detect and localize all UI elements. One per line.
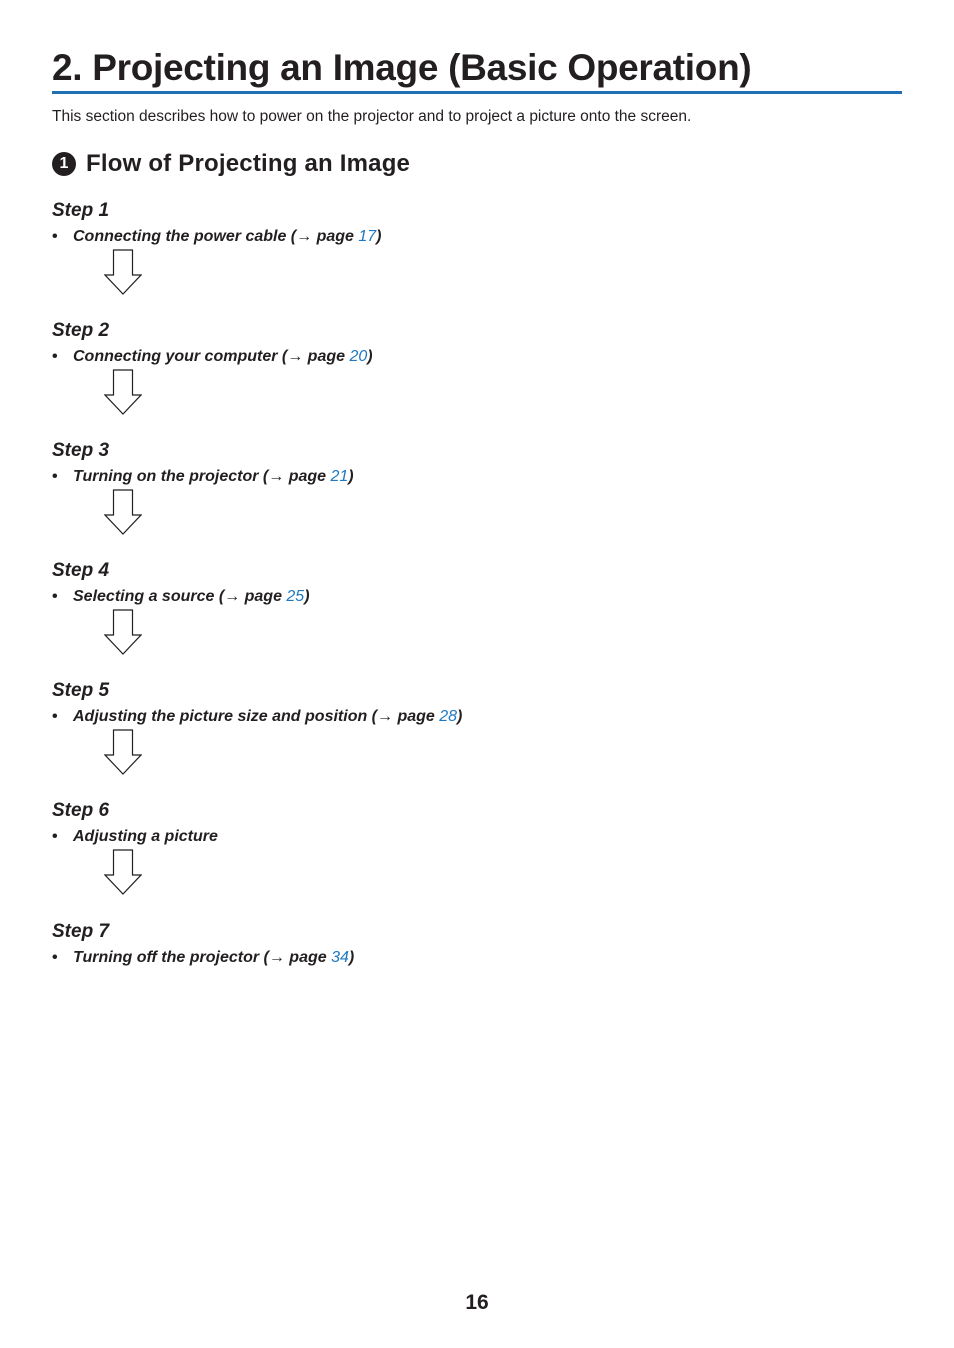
step-label: Step 2 (52, 320, 110, 341)
bullet: • (52, 828, 58, 845)
down-arrow-icon (104, 849, 142, 895)
step-text: Turning on the projector ( (73, 468, 269, 485)
close-paren: ) (348, 949, 355, 966)
step-label: Step 4 (52, 560, 110, 581)
right-arrow-icon: → (296, 228, 313, 245)
page-word: page (240, 588, 287, 605)
step-text: Turning off the projector ( (73, 949, 269, 966)
step-3 (52, 439, 652, 549)
page-word: page (393, 708, 440, 725)
step-text: Connecting the power cable ( (73, 228, 297, 245)
down-arrow-icon (104, 609, 142, 655)
step-7 (52, 920, 652, 980)
right-arrow-icon: → (268, 949, 285, 966)
bullet: • (52, 228, 58, 245)
step-item (52, 707, 462, 727)
down-arrow-icon (104, 249, 142, 295)
step-label: Step 6 (52, 800, 110, 821)
bullet: • (52, 348, 58, 365)
bullet: • (52, 468, 58, 485)
page-title: 2. Projecting an Image (Basic Operation) (52, 47, 752, 88)
close-paren: ) (376, 228, 382, 245)
right-arrow-icon: → (224, 588, 241, 605)
intro-paragraph: This section describes how to power on the projector and to project a picture onto the screen. (52, 108, 692, 125)
close-paren: ) (367, 348, 373, 365)
page-link[interactable]: 25 (286, 588, 305, 605)
step-label: Step 5 (52, 680, 110, 701)
page-word: page (284, 468, 331, 485)
close-paren: ) (304, 588, 310, 605)
page-link[interactable]: 34 (331, 949, 349, 966)
title-rule (52, 91, 902, 94)
page-number: 16 (465, 1291, 489, 1314)
page-link[interactable]: 28 (439, 708, 458, 725)
right-arrow-icon: → (287, 348, 304, 365)
page-link[interactable]: 17 (358, 228, 377, 245)
step-text: Adjusting a picture (73, 828, 218, 845)
section-title: Flow of Projecting an Image (86, 150, 411, 177)
page-word: page (284, 949, 332, 966)
section-number-icon: 1 (52, 152, 76, 176)
step-1 (52, 199, 652, 309)
step-label: Step 7 (52, 921, 110, 942)
step-text: Selecting a source ( (73, 588, 225, 605)
right-arrow-icon: → (377, 708, 394, 725)
down-arrow-icon (104, 369, 142, 415)
step-text: Adjusting the picture size and position ( (73, 708, 378, 725)
close-paren: ) (348, 468, 354, 485)
bullet: • (52, 708, 58, 725)
step-4 (52, 559, 652, 669)
step-2 (52, 319, 652, 429)
step-item (52, 467, 354, 487)
page-word: page (312, 228, 359, 245)
step-label: Step 3 (52, 440, 110, 461)
step-item (52, 587, 310, 607)
step-5 (52, 679, 652, 789)
down-arrow-icon (104, 489, 142, 535)
right-arrow-icon: → (268, 468, 285, 485)
step-label: Step 1 (52, 200, 110, 221)
step-text: Connecting your computer ( (73, 348, 288, 365)
step-item (52, 227, 382, 247)
page-link[interactable]: 21 (330, 468, 349, 485)
step-6 (52, 799, 652, 909)
close-paren: ) (457, 708, 463, 725)
step-item (52, 347, 373, 367)
page-word: page (303, 348, 350, 365)
step-item (52, 827, 218, 847)
section-heading (52, 148, 410, 180)
bullet: • (52, 588, 58, 605)
step-item (52, 948, 354, 968)
page-link[interactable]: 20 (349, 348, 368, 365)
bullet: • (52, 949, 58, 966)
down-arrow-icon (104, 729, 142, 775)
